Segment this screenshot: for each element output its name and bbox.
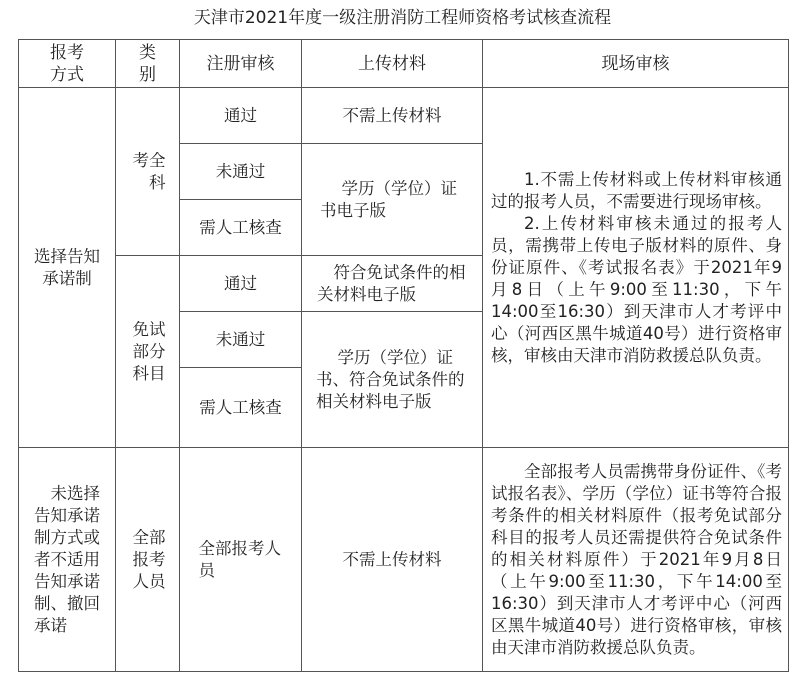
review-process-table [18,39,789,672]
category-cell-all: 全部报考人员 [116,448,180,672]
header-method: 报考方式 [19,40,116,88]
upload-cell: 符合免试条件的相关材料电子版 [302,256,483,312]
header-category: 类别 [116,40,180,88]
review-cell: 需人工核查 [180,200,302,256]
onsite-paragraph-all: 全部报考人员需携带身份证件、《考试报名表》、学历（学位）证书等符合报考条件的相关材料原件（报考免试部分科目的报考人员还需提供符合免试条件的相关材料原件）于2021年9月8日（上午9:00至11:30，下午14:00至16:30）到天津市人才考评中心（河西区黑牛城道40号）进行资格审核，审核由天津市消防救援总队负责。 [491,461,782,657]
review-cell: 未通过 [180,144,302,200]
review-cell: 未通过 [180,312,302,368]
category-cell-full: 考全科 [116,88,180,256]
document-title: 天津市2021年度一级注册消防工程师资格考试核查流程 [193,8,612,28]
review-cell: 通过 [180,256,302,312]
upload-cell: 学历（学位）证书、符合免试条件的相关材料电子版 [302,312,483,448]
header-registration-review: 注册审核 [180,40,302,88]
onsite-cell-all [483,448,789,672]
upload-cell-all: 不需上传材料 [302,448,483,672]
table-row [19,448,789,672]
upload-cell: 学历（学位）证书电子版 [302,144,483,256]
review-cell-all: 全部报考人员 [180,448,302,672]
header-row [19,40,789,88]
table-row [19,88,789,144]
onsite-cell-commitment [483,88,789,448]
category-cell-exempt: 免试部分科目 [116,256,180,448]
method-cell-commitment: 选择告知承诺制 [19,88,116,448]
header-upload-materials: 上传材料 [302,40,483,88]
header-onsite-review: 现场审核 [483,40,789,88]
method-cell-no-commitment: 未选择告知承诺制方式或者不适用告知承诺制、撤回承诺 [19,448,116,672]
review-cell: 通过 [180,88,302,144]
review-cell: 需人工核查 [180,368,302,448]
onsite-paragraph-2: 2.上传材料审核未通过的报考人员，需携带上传电子版材料的原件、身份证原件、《考试报名表》于2021年9月8日（上午9:00至11:30，下午14:00至16:30）到天津市人才考评中心（河西区黑牛城道40号）进行资格审核，审核由天津市消防救援总队负责。 [491,213,782,365]
upload-cell: 不需上传材料 [302,88,483,144]
onsite-paragraph-1: 1.不需上传材料或上传材料审核通过的报考人员，不需要进行现场审核。 [491,169,782,211]
